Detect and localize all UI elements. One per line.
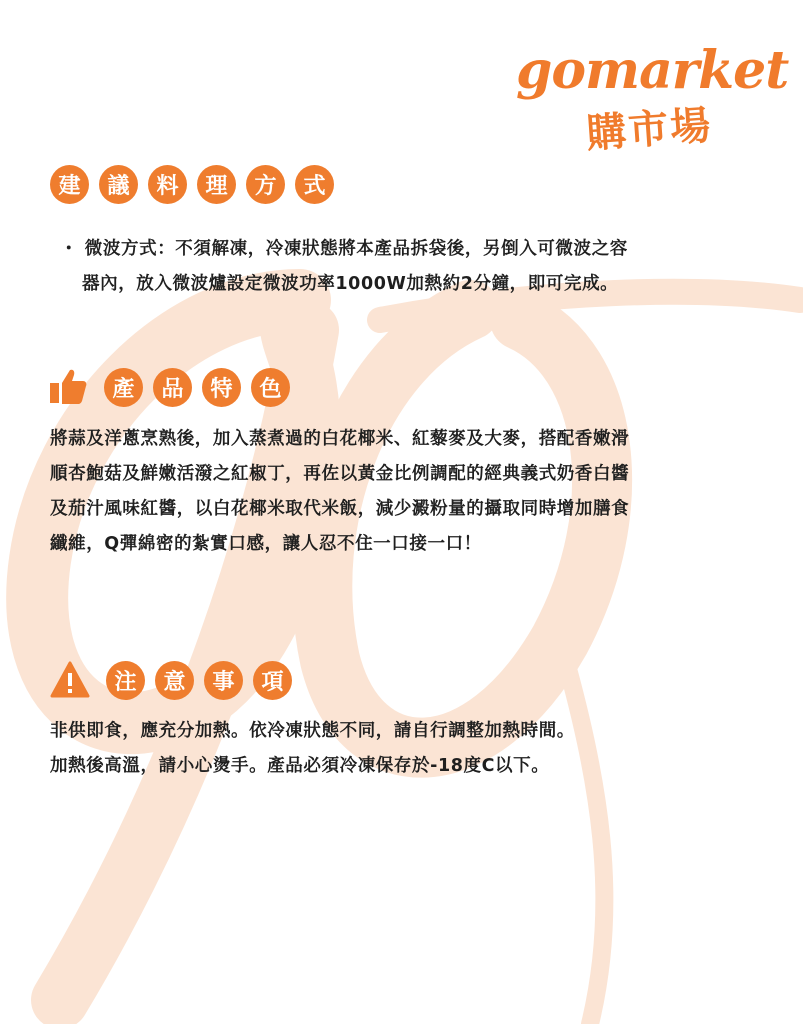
notes-text bbox=[50, 714, 575, 784]
text-line: ・ 微波方式：不須解凍，冷凍狀態將本產品拆袋後，另倒入可微波之容 bbox=[60, 239, 628, 259]
header-char: 議 bbox=[99, 165, 138, 204]
header-char: 注 bbox=[106, 661, 145, 700]
cooking-method-header bbox=[50, 165, 334, 204]
header-char: 產 bbox=[104, 368, 143, 407]
header-char: 料 bbox=[148, 165, 187, 204]
text-line: 非供即食，應充分加熱。依冷凍狀態不同，請自行調整加熱時間。 bbox=[50, 721, 575, 741]
header-char: 方 bbox=[246, 165, 285, 204]
notes-header bbox=[50, 660, 292, 700]
product-features-text bbox=[50, 422, 629, 562]
header-char: 品 bbox=[153, 368, 192, 407]
header-char: 式 bbox=[295, 165, 334, 204]
header-char: 色 bbox=[251, 368, 290, 407]
text-line: 加熱後高溫，請小心燙手。產品必須冷凍保存於-18度C以下。 bbox=[50, 756, 550, 776]
thumbs-up-icon bbox=[48, 367, 88, 407]
logo-cjk-text: 購市場 bbox=[584, 102, 714, 158]
cooking-method-text bbox=[60, 232, 628, 302]
header-char: 項 bbox=[253, 661, 292, 700]
brand-logo bbox=[516, 40, 789, 160]
text-line: 器內，放入微波爐設定微波功率1000W加熱約2分鐘，即可完成。 bbox=[82, 274, 619, 294]
text-line: 將蒜及洋蔥烹熟後，加入蒸煮過的白花椰米、紅藜麥及大麥，搭配香嫩滑 bbox=[50, 429, 630, 449]
logo-latin-text: gomarket bbox=[516, 40, 789, 101]
text-line: 順杏鮑菇及鮮嫩活潑之紅椒丁，再佐以黃金比例調配的經典義式奶香白醬 bbox=[50, 464, 630, 484]
text-line: 纖維，Q彈綿密的紮實口感，讓人忍不住一口接一口！ bbox=[50, 534, 482, 554]
product-features-header bbox=[48, 367, 290, 407]
text-line: 及茄汁風味紅醬，以白花椰米取代米飯，減少澱粉量的攝取同時增加膳食 bbox=[50, 499, 630, 519]
warning-icon bbox=[50, 660, 90, 700]
header-char: 意 bbox=[155, 661, 194, 700]
header-char: 建 bbox=[50, 165, 89, 204]
header-char: 事 bbox=[204, 661, 243, 700]
header-char: 特 bbox=[202, 368, 241, 407]
header-char: 理 bbox=[197, 165, 236, 204]
